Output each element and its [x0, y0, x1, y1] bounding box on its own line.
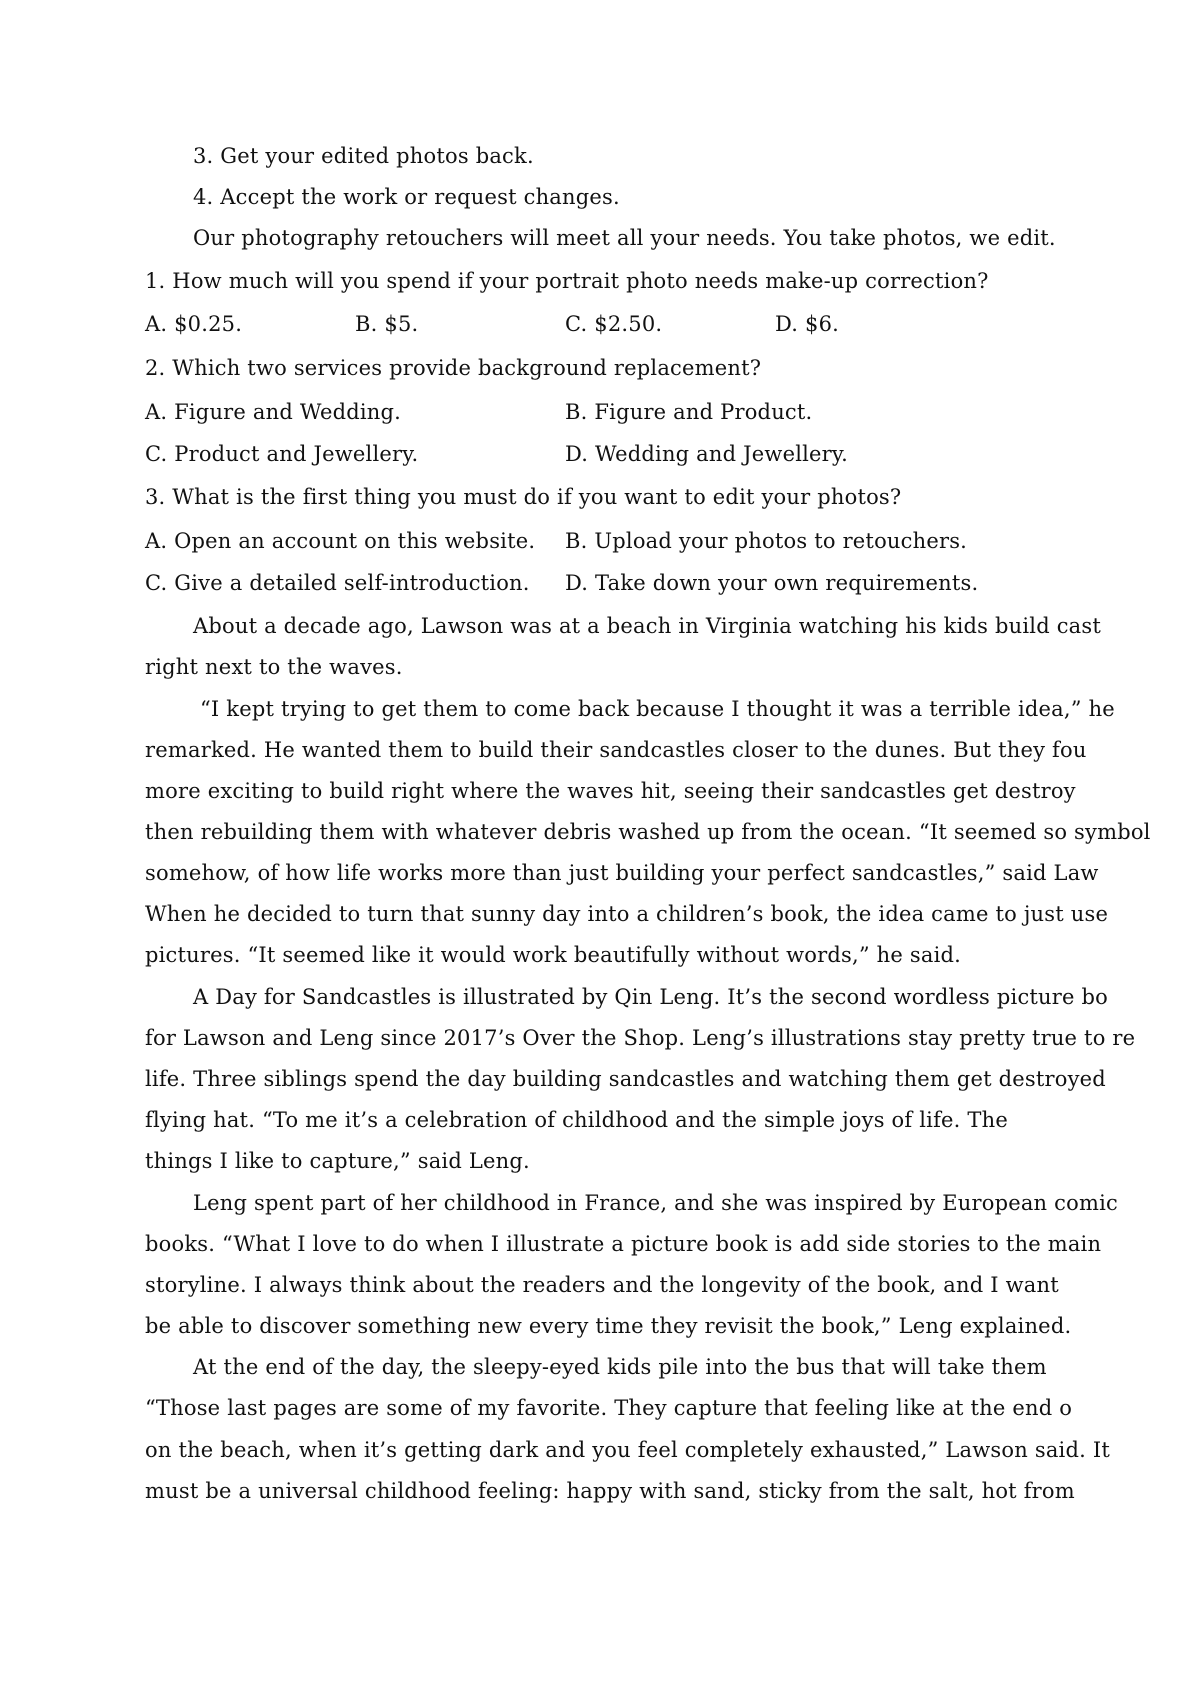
passage-line: books. “What I love to do when I illustrate a picture book is add side stories to the main	[145, 1232, 1102, 1256]
question-2-option-a: A. Figure and Wedding.	[145, 400, 402, 424]
passage-line: things I like to capture,” said Leng.	[145, 1149, 530, 1173]
passage-line: About a decade ago, Lawson was at a beach in Virginia watching his kids build cast	[193, 614, 1102, 638]
passage-line: on the beach, when it’s getting dark and you feel completely exhausted,” Lawson said. It	[145, 1438, 1110, 1462]
question-1-option-b: B. $5.	[355, 312, 419, 336]
passage-line: must be a universal childhood feeling: happy with sand, sticky from the salt, hot from	[145, 1479, 1075, 1503]
question-1-option-d: D. $6.	[775, 312, 840, 336]
passage-line: then rebuilding them with whatever debris washed up from the ocean. “It seemed so symbol	[145, 820, 1151, 844]
passage-line: flying hat. “To me it’s a celebration of childhood and the simple joys of life. The	[145, 1108, 1008, 1132]
passage-line: storyline. I always think about the readers and the longevity of the book, and I want	[145, 1273, 1059, 1297]
question-1-option-c: C. $2.50.	[565, 312, 663, 336]
passage-line: remarked. He wanted them to build their sandcastles closer to the dunes. But they fou	[145, 738, 1087, 762]
passage-line: more exciting to build right where the waves hit, seeing their sandcastles get destroy	[145, 779, 1076, 803]
question-3-stem: 3. What is the first thing you must do if you want to edit your photos?	[145, 485, 902, 509]
question-2-option-d: D. Wedding and Jewellery.	[565, 442, 849, 466]
passage-line: life. Three siblings spend the day building sandcastles and watching them get destroyed	[145, 1067, 1106, 1091]
question-3-option-b: B. Upload your photos to retouchers.	[565, 529, 968, 553]
question-3-option-c: C. Give a detailed self-introduction.	[145, 571, 530, 595]
question-3-option-a: A. Open an account on this website.	[145, 529, 536, 553]
closing-line: Our photography retouchers will meet all your needs. You take photos, we edit.	[193, 226, 1056, 250]
passage-line: pictures. “It seemed like it would work beautifully without words,” he said.	[145, 943, 962, 967]
passage-line: A Day for Sandcastles is illustrated by Qin Leng. It’s the second wordless picture bo	[193, 985, 1109, 1009]
question-2-option-b: B. Figure and Product.	[565, 400, 813, 424]
question-1-stem: 1. How much will you spend if your portrait photo needs make-up correction?	[145, 269, 989, 293]
passage-line: somehow, of how life works more than just building your perfect sandcastles,” said Law	[145, 861, 1099, 885]
passage-line: for Lawson and Leng since 2017’s Over the Shop. Leng’s illustrations stay pretty true to re	[145, 1026, 1136, 1050]
step-3: 3. Get your edited photos back.	[193, 144, 534, 168]
question-2-option-c: C. Product and Jewellery.	[145, 442, 419, 466]
passage-line: “I kept trying to get them to come back because I thought it was a terrible idea,” he	[200, 697, 1115, 721]
question-1-option-a: A. $0.25.	[145, 312, 243, 336]
passage-line: be able to discover something new every time they revisit the book,” Leng explained.	[145, 1314, 1072, 1338]
step-4: 4. Accept the work or request changes.	[193, 185, 620, 209]
question-3-option-d: D. Take down your own requirements.	[565, 571, 979, 595]
passage-line: right next to the waves.	[145, 655, 403, 679]
passage-line: At the end of the day, the sleepy-eyed kids pile into the bus that will take them	[193, 1355, 1047, 1379]
question-2-stem: 2. Which two services provide background replacement?	[145, 356, 762, 380]
passage-line: “Those last pages are some of my favorite. They capture that feeling like at the end o	[145, 1396, 1073, 1420]
passage-line: Leng spent part of her childhood in France, and she was inspired by European comic	[193, 1191, 1118, 1215]
passage-line: When he decided to turn that sunny day into a children’s book, the idea came to just use	[145, 902, 1109, 926]
